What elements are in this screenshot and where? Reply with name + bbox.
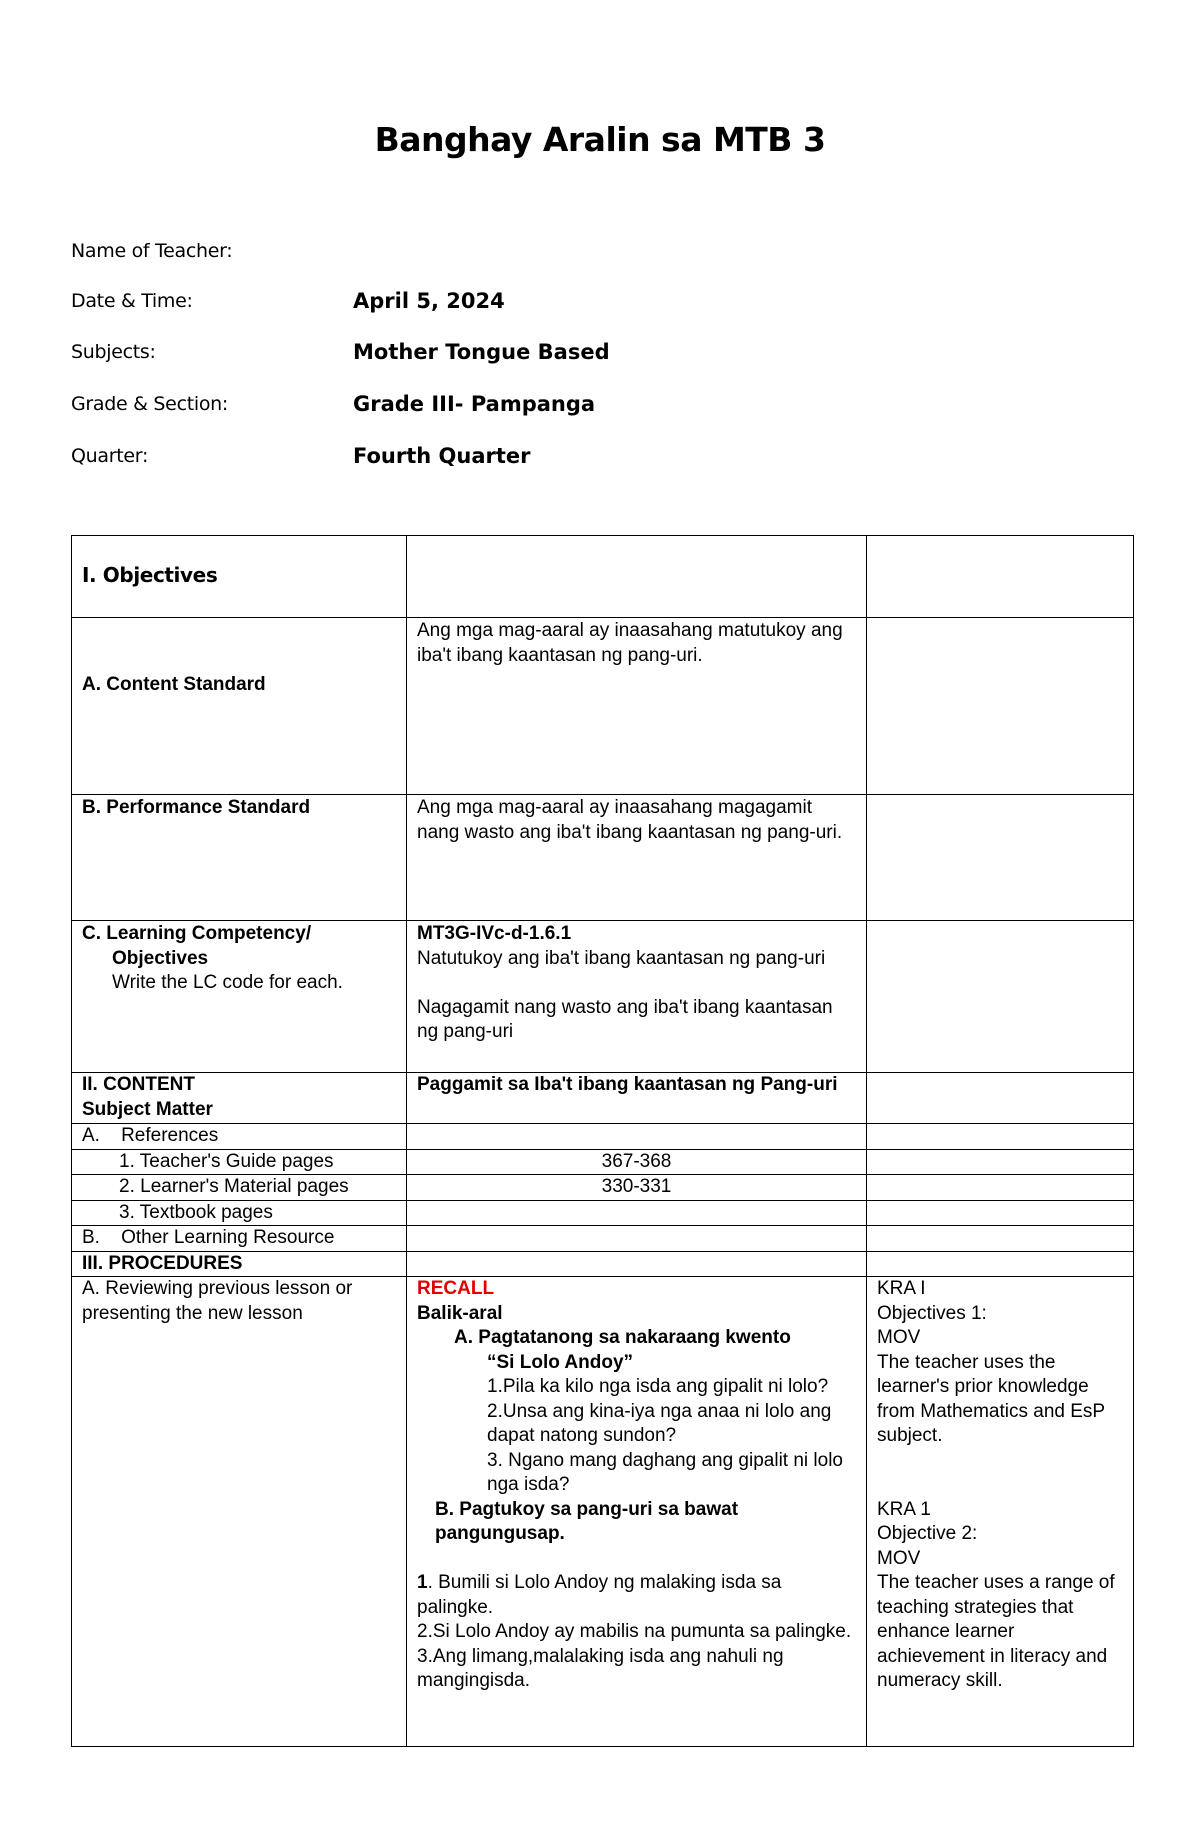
content-label-cell	[72, 1073, 407, 1124]
date-value: April 5, 2024	[353, 289, 505, 313]
performance-standard-text: Ang mga mag-aaral ay inaasahang magagamit nang wasto ang iba't ibang kaantasan ng pang-uri.	[417, 797, 843, 843]
teacher-label: Name of Teacher:	[71, 240, 233, 262]
content-standard-label-cell	[72, 618, 407, 795]
other-resource-value-cell	[407, 1226, 867, 1252]
subjects-label: Subjects:	[71, 341, 156, 363]
references-label-cell	[72, 1124, 407, 1150]
teachers-guide-value-cell	[407, 1149, 867, 1175]
content-text: Paggamit sa Iba't ibang kaantasan ng Pang-uri	[417, 1074, 838, 1095]
performance-standard-label-cell	[72, 795, 407, 921]
sentence-1	[417, 1571, 856, 1620]
content-label-line2: Subject Matter	[82, 1098, 213, 1120]
question-2: 2.Unsa ang kina-iya nga anaa ni lolo ang dapat natong sundon?	[487, 1400, 832, 1446]
procedures-header-cell	[72, 1251, 407, 1277]
row-content	[72, 1073, 1134, 1124]
content-text-cell	[407, 1073, 867, 1124]
question-3: 3. Ngano mang daghang ang gipalit ni lolo nga isda?	[487, 1449, 843, 1495]
mov-1-text: The teacher uses the learner's prior knowledge from Mathematics and EsP subject.	[877, 1351, 1105, 1446]
performance-standard-label: B. Performance Standard	[82, 797, 311, 818]
row-performance-standard	[72, 795, 1134, 921]
objectives-empty-cell	[407, 536, 867, 618]
quarter-label: Quarter:	[71, 445, 149, 467]
performance-standard-text-cell	[407, 795, 867, 921]
row-procedures-header	[72, 1251, 1134, 1277]
sentence-1-number: 1	[417, 1572, 428, 1593]
content-standard-text-cell	[407, 618, 867, 795]
question-1: 1.Pila ka kilo nga isda ang gipalit ni lolo?	[487, 1376, 829, 1397]
row-teachers-guide	[72, 1149, 1134, 1175]
content-standard-notes-cell	[867, 618, 1134, 795]
procedures-empty-cell	[407, 1251, 867, 1277]
row-review-lesson	[72, 1277, 1134, 1747]
competency-text1: Natutukoy ang iba't ibang kaantasan ng pang-uri	[417, 947, 826, 969]
objectives-header-cell	[72, 536, 407, 618]
sentence-1-text: . Bumili si Lolo Andoy ng malaking isda sa palingke.	[417, 1572, 782, 1618]
competency-notes-cell	[867, 921, 1134, 1073]
row-other-resource	[72, 1226, 1134, 1252]
textbook-notes-cell	[867, 1200, 1134, 1226]
other-resource-label: B. Other Learning Resource	[82, 1227, 335, 1248]
mov-2-text: The teacher uses a range of teaching strategies that enhance learner achievement in literacy and numeracy skill.	[877, 1572, 1115, 1691]
competency-label-line1: C. Learning Competency/	[82, 923, 312, 944]
date-label: Date & Time:	[71, 290, 193, 312]
competency-label-cell	[72, 921, 407, 1073]
balik-aral-heading: Balik-aral	[417, 1302, 503, 1324]
learners-material-value-cell	[407, 1175, 867, 1201]
other-resource-label-cell	[72, 1226, 407, 1252]
review-lesson-label: A. Reviewing previous lesson or presenting the new lesson	[82, 1278, 353, 1324]
references-label: A. References	[82, 1125, 219, 1146]
other-resource-notes-cell	[867, 1226, 1134, 1252]
review-lesson-kra-cell	[867, 1277, 1134, 1747]
learners-material-label-cell	[72, 1175, 407, 1201]
textbook-label-cell	[72, 1200, 407, 1226]
part-b-heading: B. Pagtukoy sa pang-uri sa bawat pangungusap.	[435, 1498, 739, 1544]
mov-1-label: MOV	[877, 1327, 921, 1348]
objectives-header: I. Objectives	[82, 563, 218, 588]
recall-heading: RECALL	[417, 1278, 495, 1299]
quarter-value: Fourth Quarter	[353, 444, 531, 468]
sentence-3: 3.Ang limang,malalaking isda ang nahuli ng mangingisda.	[417, 1645, 784, 1691]
teachers-guide-label: 1. Teacher's Guide pages	[119, 1150, 334, 1172]
performance-standard-notes-cell	[867, 795, 1134, 921]
content-label-line1: II. CONTENT	[82, 1074, 195, 1095]
content-standard-text: Ang mga mag-aaral ay inaasahang matutukoy ang iba't ibang kaantasan ng pang-uri.	[417, 620, 843, 666]
competency-text-cell	[407, 921, 867, 1073]
objectives-notes-cell	[867, 536, 1134, 618]
row-textbook	[72, 1200, 1134, 1226]
competency-label-line3: Write the LC code for each.	[112, 972, 343, 993]
row-references	[72, 1124, 1134, 1150]
review-lesson-label-cell	[72, 1277, 407, 1747]
subjects-value: Mother Tongue Based	[353, 340, 610, 364]
learners-material-value: 330-331	[601, 1176, 672, 1197]
row-content-standard	[72, 618, 1134, 795]
row-objectives	[72, 536, 1134, 618]
teachers-guide-notes-cell	[867, 1149, 1134, 1175]
competency-label-line2: Objectives	[112, 947, 209, 969]
grade-label: Grade & Section:	[71, 393, 229, 415]
textbook-label: 3. Textbook pages	[119, 1201, 273, 1223]
mov-2-label: MOV	[877, 1547, 921, 1569]
review-lesson-content-cell	[407, 1277, 867, 1747]
procedures-header: III. PROCEDURES	[82, 1252, 243, 1274]
objective-2-label: Objective 2:	[877, 1523, 978, 1544]
row-learners-material	[72, 1175, 1134, 1201]
teachers-guide-value: 367-368	[601, 1150, 672, 1172]
content-standard-label: A. Content Standard	[82, 673, 266, 695]
content-notes-cell	[867, 1073, 1134, 1124]
textbook-value-cell	[407, 1200, 867, 1226]
references-notes-cell	[867, 1124, 1134, 1150]
part-a-story-title: “Si Lolo Andoy”	[487, 1351, 634, 1373]
grade-value: Grade III- Pampanga	[353, 392, 596, 416]
page-title: Banghay Aralin sa MTB 3	[374, 120, 826, 159]
teachers-guide-label-cell	[72, 1149, 407, 1175]
procedures-notes-cell	[867, 1251, 1134, 1277]
learners-material-label: 2. Learner's Material pages	[119, 1176, 349, 1197]
competency-text2: Nagagamit nang wasto ang iba't ibang kaantasan ng pang-uri	[417, 996, 833, 1042]
competency-code: MT3G-IVc-d-1.6.1	[417, 923, 572, 944]
row-competency	[72, 921, 1134, 1073]
objective-1-label: Objectives 1:	[877, 1302, 987, 1324]
part-a-heading: A. Pagtatanong sa nakaraang kwento	[454, 1327, 791, 1348]
sentence-2: 2.Si Lolo Andoy ay mabilis na pumunta sa palingke.	[417, 1621, 852, 1642]
kra-2-label: KRA 1	[877, 1498, 931, 1520]
learners-material-notes-cell	[867, 1175, 1134, 1201]
references-empty-cell	[407, 1124, 867, 1150]
kra-1-label: KRA I	[877, 1278, 926, 1299]
lesson-plan-table	[71, 535, 1134, 1747]
